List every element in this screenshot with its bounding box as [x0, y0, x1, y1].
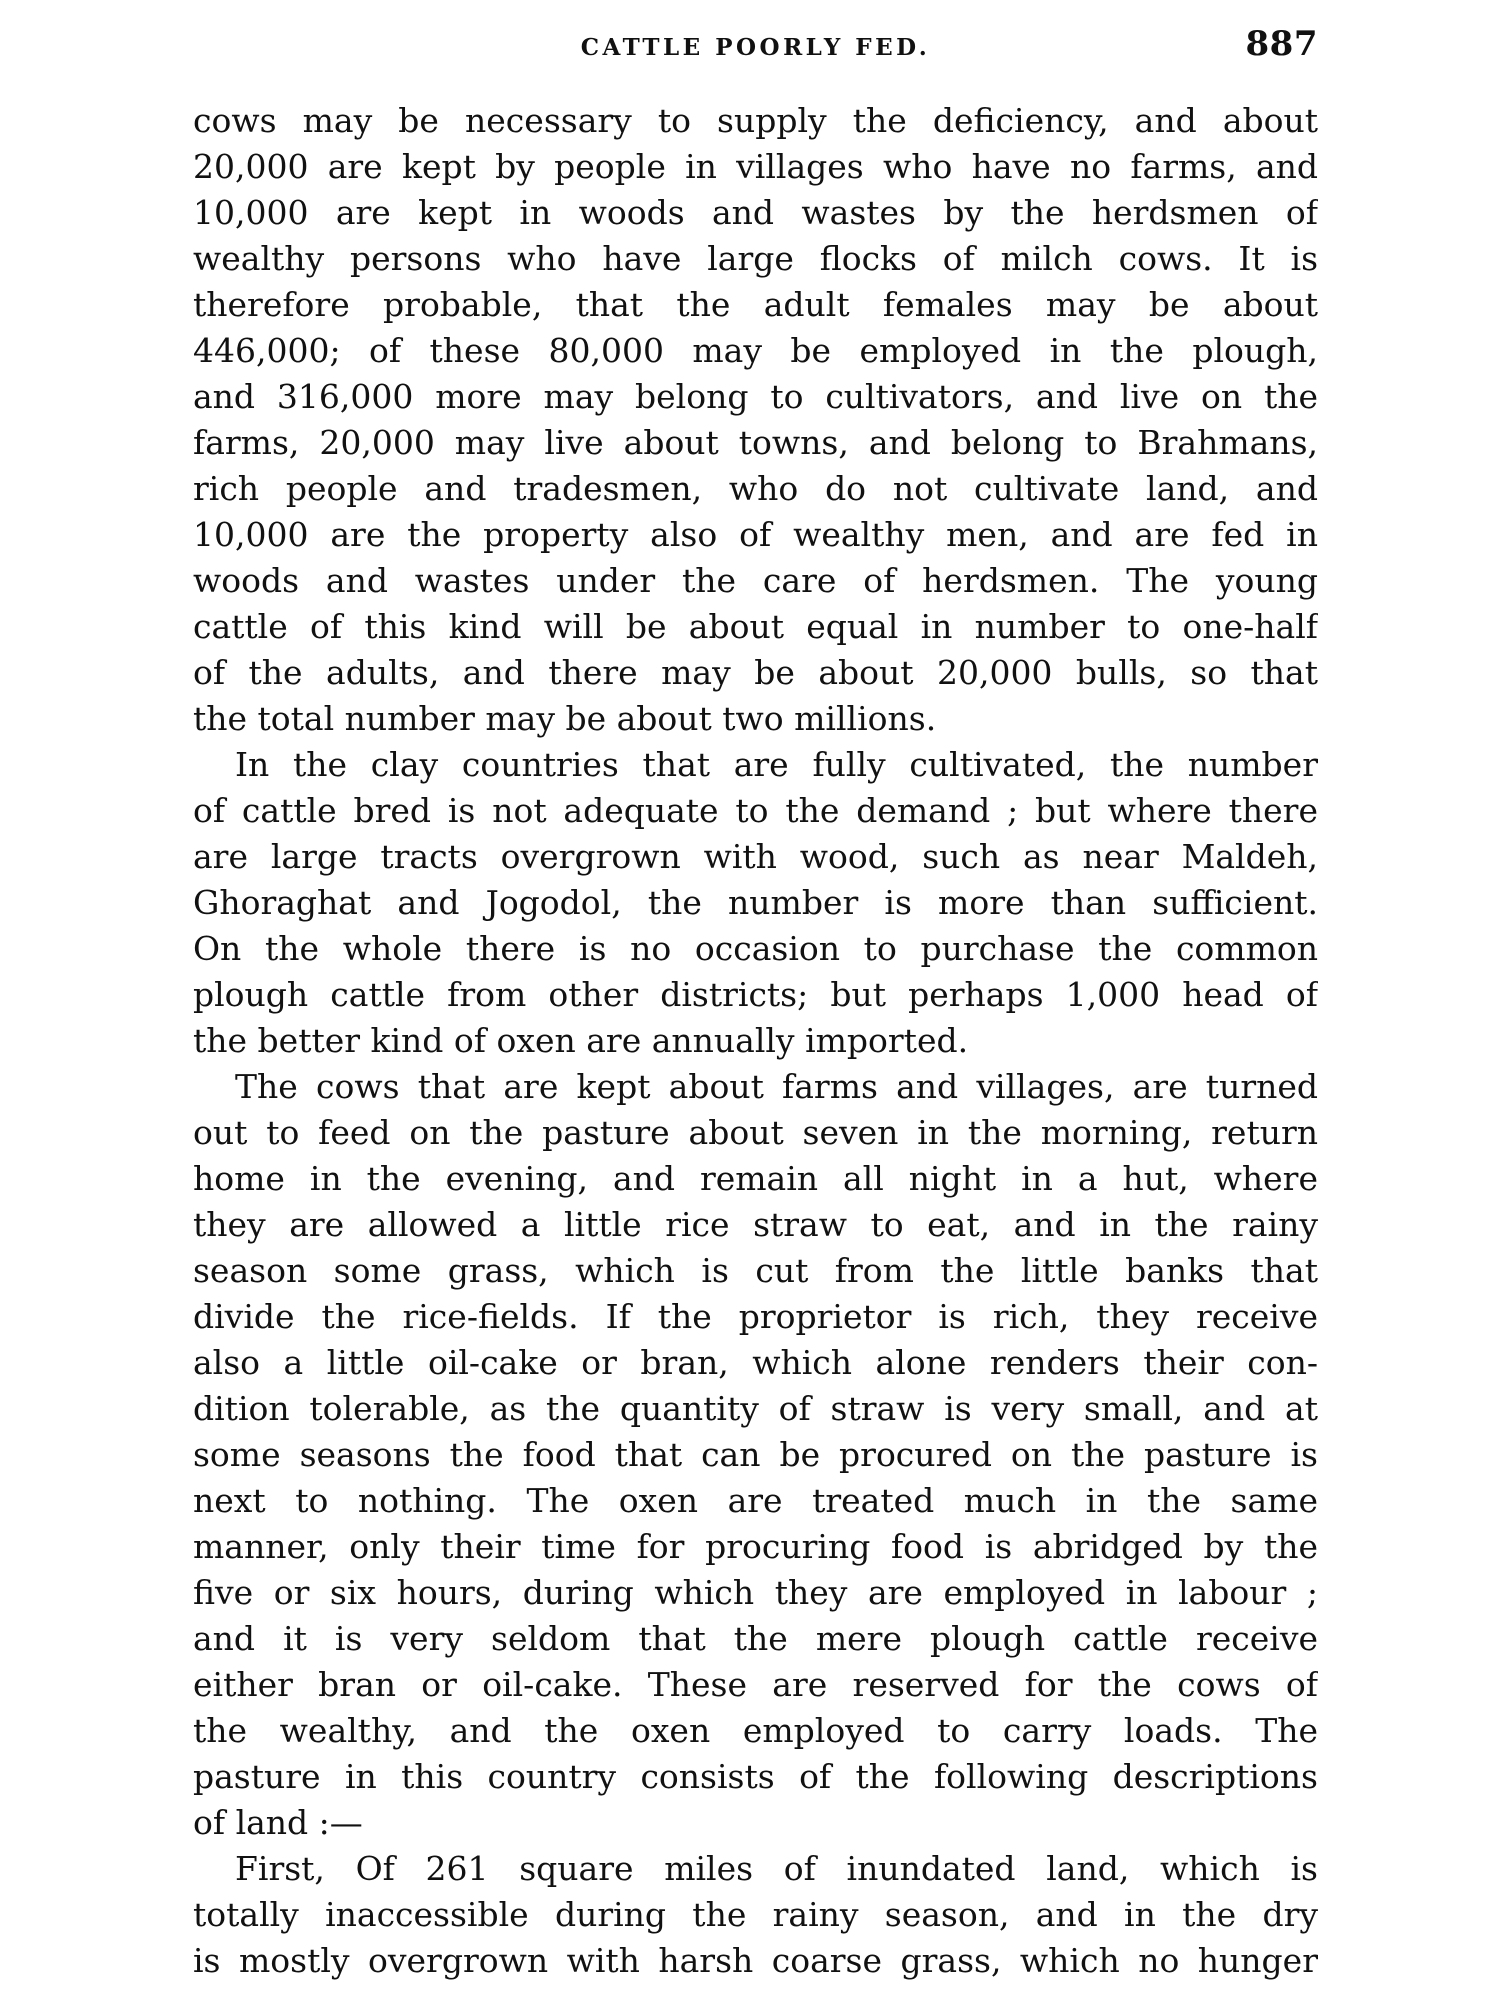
running-head [193, 22, 1318, 72]
text-line: of the adults, and there may be about 20,000 bulls, so that [193, 653, 1318, 692]
running-title: CATTLE POORLY FED. [580, 34, 931, 61]
text-line: The cows that are kept about farms and villages, are turned [235, 1067, 1318, 1106]
text-line: they are allowed a little rice straw to eat, and in the rainy [193, 1205, 1318, 1244]
text-line: pasture in this country consists of the following descriptions [193, 1757, 1318, 1796]
text-line: either bran or oil-cake. These are reserved for the cows of [193, 1665, 1318, 1704]
text-line: woods and wastes under the care of herdsmen. The young [193, 561, 1318, 600]
text-line: manner, only their time for procuring food is abridged by the [193, 1527, 1318, 1566]
text-line: 10,000 are kept in woods and wastes by the herdsmen of [193, 193, 1318, 232]
paragraph-3 [193, 1064, 1318, 1846]
text-line: First, Of 261 square miles of inundated land, which is [235, 1849, 1318, 1888]
text-line: farms, 20,000 may live about towns, and belong to Brahmans, [193, 423, 1318, 462]
text-line: plough cattle from other districts; but perhaps 1,000 head of [193, 975, 1318, 1014]
text-line: dition tolerable, as the quantity of straw is very small, and at [193, 1389, 1318, 1428]
text-line: five or six hours, during which they are employed in labour ; [193, 1573, 1318, 1612]
text-line: cattle of this kind will be about equal in number to one-half [193, 607, 1318, 646]
text-line: the total number may be about two millions. [193, 699, 937, 738]
body-text [193, 98, 1318, 1984]
text-line: home in the evening, and remain all night in a hut, where [193, 1159, 1318, 1198]
paragraph-1 [193, 98, 1318, 742]
text-line: divide the rice-fields. If the proprietor is rich, they receive [193, 1297, 1318, 1336]
text-line: season some grass, which is cut from the little banks that [193, 1251, 1318, 1290]
text-line: out to feed on the pasture about seven in the morning, return [193, 1113, 1318, 1152]
text-line: rich people and tradesmen, who do not cultivate land, and [193, 469, 1318, 508]
text-line: the better kind of oxen are annually imported. [193, 1021, 969, 1060]
text-line: wealthy persons who have large flocks of milch cows. It is [193, 239, 1318, 278]
text-line: of cattle bred is not adequate to the demand ; but where there [193, 791, 1318, 830]
text-line: the wealthy, and the oxen employed to carry loads. The [193, 1711, 1318, 1750]
text-line: 446,000; of these 80,000 may be employed in the plough, [193, 331, 1318, 370]
text-line: also a little oil-cake or bran, which alone renders their con- [193, 1343, 1318, 1382]
paragraph-2 [193, 742, 1318, 1064]
text-line: 10,000 are the property also of wealthy men, and are fed in [193, 515, 1318, 554]
text-line: In the clay countries that are fully cultivated, the number [235, 745, 1318, 784]
text-line: 20,000 are kept by people in villages who have no farms, and [193, 147, 1318, 186]
text-line: next to nothing. The oxen are treated much in the same [193, 1481, 1318, 1520]
text-line: are large tracts overgrown with wood, such as near Maldeh, [193, 837, 1318, 876]
text-line: Ghoraghat and Jogodol, the number is more than sufficient. [193, 883, 1318, 922]
text-line: totally inaccessible during the rainy season, and in the dry [193, 1895, 1318, 1934]
text-line: and it is very seldom that the mere plough cattle receive [193, 1619, 1318, 1658]
text-line: cows may be necessary to supply the deficiency, and about [193, 101, 1318, 140]
text-line: some seasons the food that can be procured on the pasture is [193, 1435, 1318, 1474]
text-line: On the whole there is no occasion to purchase the common [193, 929, 1318, 968]
text-line: therefore probable, that the adult females may be about [193, 285, 1318, 324]
text-line: is mostly overgrown with harsh coarse grass, which no hunger [193, 1941, 1318, 1980]
text-line: of land :— [193, 1803, 363, 1842]
paragraph-4 [193, 1846, 1318, 1984]
page-number: 887 [1245, 24, 1318, 64]
text-line: and 316,000 more may belong to cultivators, and live on the [193, 377, 1318, 416]
